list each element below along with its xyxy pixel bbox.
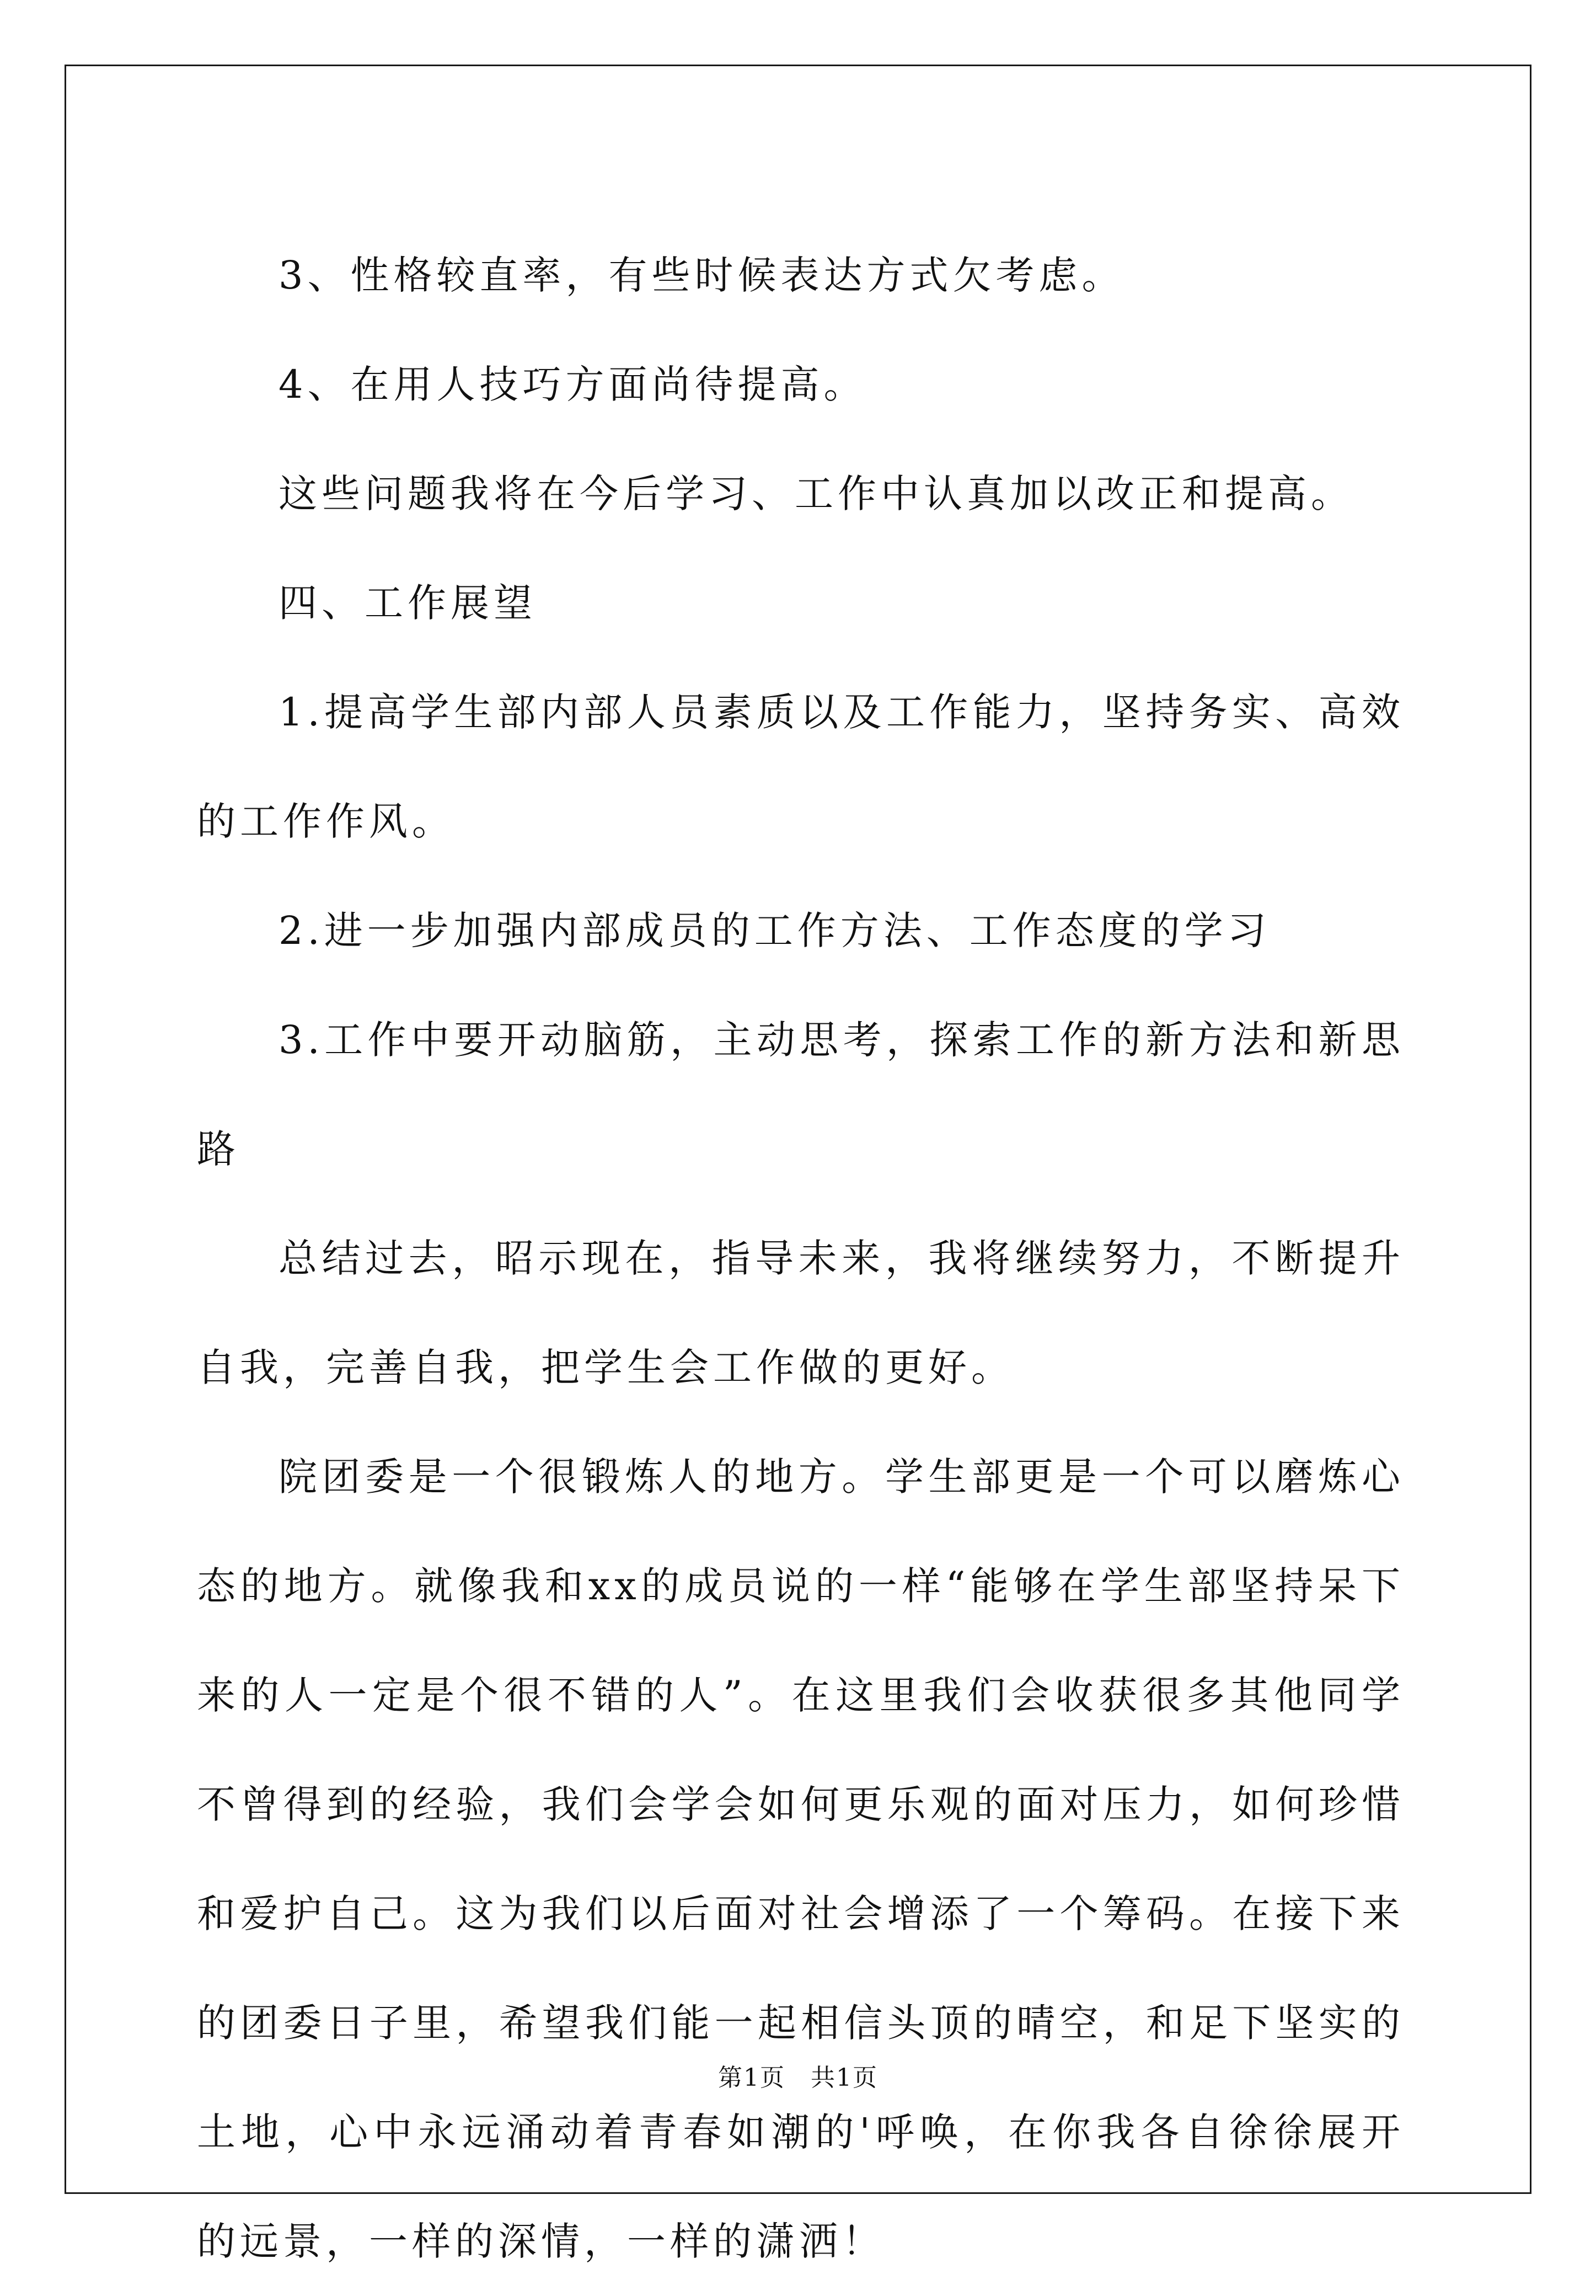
paragraph-outlook-1: 1.提高学生部内部人员素质以及工作能力，坚持务实、高效的工作作风。 <box>197 690 1405 844</box>
paragraph-improvement-note: 这些问题我将在今后学习、工作中认真加以改正和提高。 <box>279 471 1354 516</box>
section-heading-outlook: 四、工作展望 <box>279 580 537 626</box>
paragraph-summary: 总结过去，昭示现在，指导未来，我将继续努力，不断提升自我，完善自我，把学生会工作做的更好。 <box>197 1236 1405 1390</box>
paragraph-shortcoming-4: 4、在用人技巧方面尚待提高。 <box>279 362 867 407</box>
paragraph-outlook-2: 2.进一步加强内部成员的工作方法、工作态度的学习 <box>279 908 1271 953</box>
paragraph-shortcoming-3: 3、性格较直率，有些时候表达方式欠考虑。 <box>279 253 1125 298</box>
paragraph-outlook-3: 3.工作中要开动脑筋，主动思考，探索工作的新方法和新思路 <box>197 1017 1405 1172</box>
paragraph-closing: 院团委是一个很锻炼人的地方。学生部更是一个可以磨炼心态的地方。就像我和xx的成员说的一样“能够在学生部坚持呆下来的人一定是个很不错的人”。在这里我们会收获很多其他同学不曾得到的经验，我们会学会如何更乐观的面对压力，如何珍惜和爱护自己。这为我们以后面对社会增添了一个筹码。在接下来的团委日子里，希望我们能一起相信头顶的晴空，和足下坚实的土地，心中永远涌动着青春如潮的'呼唤，在你我各自徐徐展开的远景，一样的深情，一样的潇洒！ <box>197 1454 1405 2264</box>
page-footer: 第1页 共1页 <box>718 2064 878 2092</box>
document-body <box>197 221 1405 2296</box>
